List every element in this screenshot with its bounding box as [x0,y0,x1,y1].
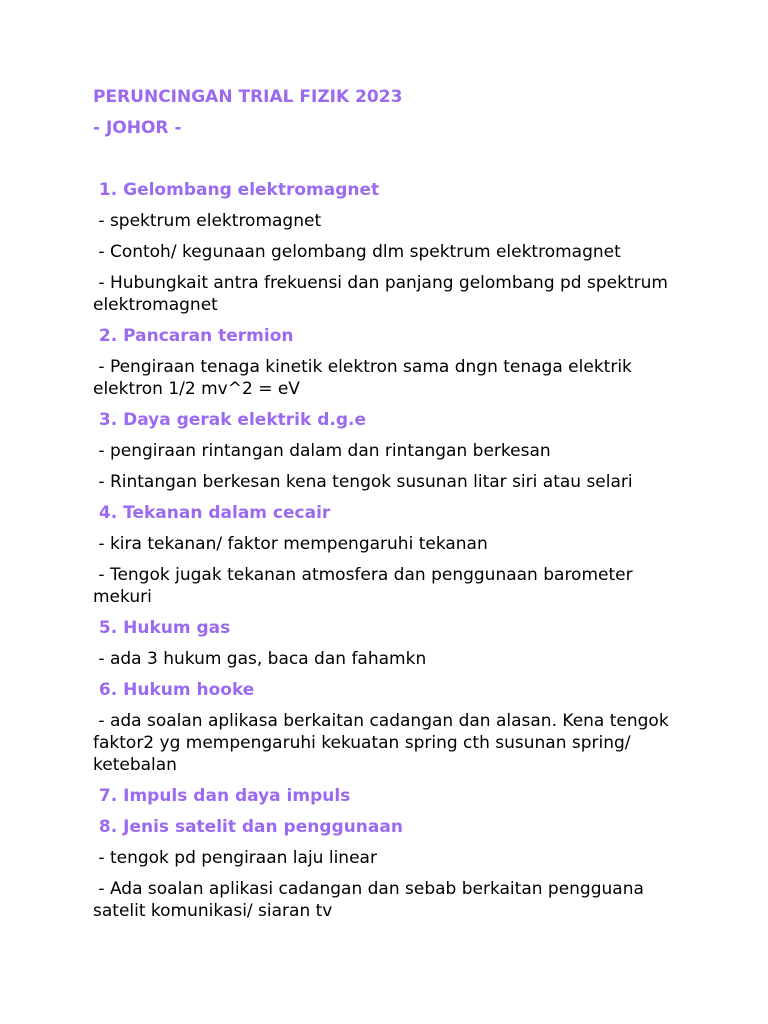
section-point: - kira tekanan/ faktor mempengaruhi tekanan [93,534,488,554]
section-heading: 3. Daya gerak elektrik d.g.e [93,410,366,430]
document-subtitle: - JOHOR - [93,118,182,138]
spacer [93,139,683,179]
section-heading: 2. Pancaran termion [93,326,294,346]
section-heading: 4. Tekanan dalam cecair [93,503,331,523]
section-4 [93,502,683,608]
section-heading: 1. Gelombang elektromagnet [93,180,380,200]
section-heading: 7. Impuls dan daya impuls [93,786,351,806]
section-6 [93,679,683,776]
section-3 [93,409,683,493]
section-point: - Hubungkait antra frekuensi dan panjang gelombang pd spektrum elektromagnet [93,273,674,315]
section-5 [93,617,683,670]
section-heading: 6. Hukum hooke [93,680,255,700]
section-point: - spektrum elektromagnet [93,211,322,231]
section-point: - Ada soalan aplikasi cadangan dan sebab berkaitan pengguana satelit komunikasi/ siaran tv [93,879,650,921]
section-list [93,179,683,922]
section-point: - ada soalan aplikasa berkaitan cadangan dan alasan. Kena tengok faktor2 yg mempengaruhi kekuatan spring cth susunan spring/ ketebalan [93,711,675,775]
section-point: - tengok pd pengiraan laju linear [93,848,377,868]
section-point: - ada 3 hukum gas, baca dan fahamkn [93,649,427,669]
section-point: - Rintangan berkesan kena tengok susunan litar siri atau selari [93,472,633,492]
section-1 [93,179,683,316]
section-2 [93,325,683,400]
section-point: - pengiraan rintangan dalam dan rintangan berkesan [93,441,551,461]
section-point: - Pengiraan tenaga kinetik elektron sama dngn tenaga elektrik elektron 1/2 mv^2 = eV [93,357,638,399]
section-8 [93,816,683,922]
document-title: PERUNCINGAN TRIAL FIZIK 2023 [93,87,403,107]
section-heading: 5. Hukum gas [93,618,231,638]
section-heading: 8. Jenis satelit dan penggunaan [93,817,403,837]
section-point: - Tengok jugak tekanan atmosfera dan penggunaan barometer mekuri [93,565,639,607]
section-7 [93,785,683,807]
section-point: - Contoh/ kegunaan gelombang dlm spektrum elektromagnet [93,242,621,262]
document-page [93,86,683,931]
